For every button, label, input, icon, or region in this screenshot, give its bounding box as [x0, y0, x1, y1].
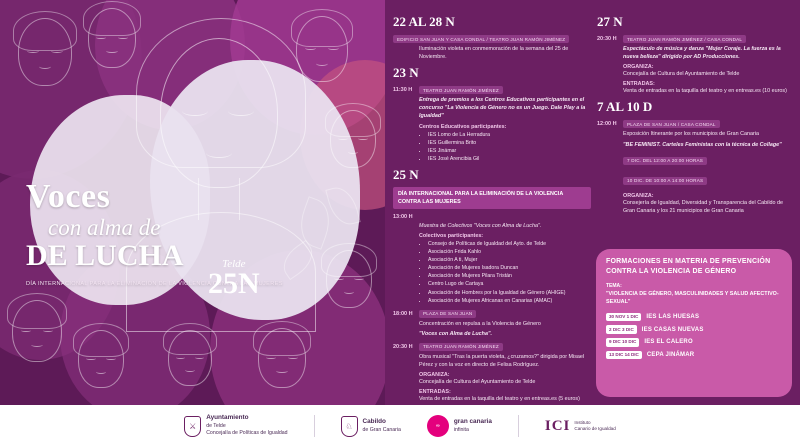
eye-shape: [43, 329, 54, 333]
title-line-2: con alma de: [48, 215, 161, 240]
session-centre: IES EL CALERO: [644, 339, 693, 346]
mouth-shape: [276, 368, 287, 373]
event-timerow: [393, 214, 591, 220]
day-block-7-10d: [597, 99, 793, 214]
training-title: FORMACIONES EN MATERIA DE PREVENCIÓN CONTRA LA VIOLENCIA DE GÉNERO: [606, 258, 771, 276]
logo-text: [454, 418, 492, 434]
training-panel: [596, 249, 792, 397]
event-time: 12:00 H: [597, 121, 617, 128]
eye-shape: [195, 356, 204, 359]
logo-line-1: gran canaria: [453, 417, 492, 425]
session-centre: IES CASAS NUEVAS: [641, 326, 704, 333]
artwork-panel: [0, 0, 385, 405]
hair-shape: [325, 103, 381, 137]
face-illustration: [78, 330, 124, 388]
face-illustration: [18, 18, 72, 86]
day-title: 23 N: [393, 65, 419, 81]
list-item: • Asociación Frida Kahlo: [428, 248, 591, 256]
event-timerow: [393, 35, 591, 43]
logo-text: [574, 420, 615, 432]
event-venue: PLAZA DE SAN JUAN / CASA CONDAL: [623, 120, 720, 128]
day-banner: DÍA INTERNACIONAL PARA LA ELIMINACIÓN DE LA VIOLENCIA CONTRA LAS MUJERES: [393, 187, 591, 209]
programme-column-left: [393, 14, 591, 407]
day-block-23n: [393, 65, 591, 163]
list-item: • IES Lomo de La Herradura: [428, 131, 591, 139]
eye-shape: [288, 356, 298, 359]
session-centre: IES LAS HUESAS: [646, 313, 700, 320]
event-venue: TEATRO JUAN RAMÓN JIMÉNEZ: [419, 343, 503, 351]
logo-line-2: de Telde: [206, 423, 226, 430]
collectives-list: [419, 240, 591, 305]
event-timerow: [393, 310, 591, 318]
entradas-label: ENTRADAS:: [623, 81, 655, 88]
event-line: Entrega de premios a los Centros Educativos participantes en el concurso "La Violencia de Género no es un Juego. Dale Play a la Igualdad": [419, 97, 586, 120]
logo-line-1: Ayuntamiento: [206, 414, 249, 422]
event-details: [623, 45, 793, 95]
hair-shape: [13, 11, 77, 51]
event-timerow: [393, 343, 591, 351]
list-item: • Asociación de Mujeres Pilara Tristán: [428, 272, 591, 280]
training-session: [606, 313, 782, 322]
eye-shape: [354, 277, 364, 280]
logo-cabildo-gran-canaria: [341, 416, 401, 437]
event-line: "Voces con Alma de Lucha".: [419, 330, 493, 337]
organiza-value: Consejería de Igualdad, Diversidad y Transparencia del Cabildo de Gran Canaria y los 21 municipios de Gran Canaria: [623, 199, 784, 214]
hair-shape: [73, 323, 129, 357]
event-time: 13:00 H: [393, 214, 413, 221]
day-block-22-28n: [393, 14, 591, 61]
entradas-value: Venta de entradas en la taquilla del teatro y en entreas.es (5 euros): [419, 396, 580, 403]
participants-list: [419, 131, 591, 163]
eye-shape: [27, 49, 38, 53]
logo-divider: [518, 415, 519, 437]
event-details: [419, 320, 591, 338]
face-illustration: [168, 330, 212, 386]
footer-logos: [0, 405, 800, 447]
event-venue: EDIFICIO SAN JUAN Y CASA CONDAL / TEATRO JUAN RAMÓN JIMÉNEZ: [393, 35, 569, 43]
eye-shape: [21, 329, 32, 333]
session-dates: 9 DIC 10 DIC: [606, 338, 639, 347]
mouth-shape: [206, 148, 232, 158]
event-time: 11:30 H: [393, 87, 413, 94]
eye-shape: [266, 356, 276, 359]
training-topic: "VIOLENCIA DE GÉNERO, MASCULINIDADES Y SALUD AFECTIVO-SEXUAL": [606, 291, 779, 306]
ici-wordmark: ICI: [544, 417, 571, 434]
list-item: • Consejo de Políticas de Igualdad del Ayto. de Telde: [428, 240, 591, 248]
event-time: 18:00 H: [393, 310, 413, 317]
eye-shape: [176, 356, 185, 359]
event-venue: PLAZA DE SAN JUAN: [419, 310, 476, 318]
event-timerow: [597, 35, 793, 43]
session-dates: 2 DIC 3 DIC: [606, 325, 637, 334]
mouth-shape: [185, 368, 195, 372]
event-line: Obra musical "Tras la puerta violeta, ¿cruzamos?" dirigida por Misael Pérez y con la voz en directo de Felisa Rodríguez.: [419, 353, 585, 368]
mouth-shape: [348, 149, 359, 153]
list-item: • IES Jinámar: [428, 147, 591, 155]
eye-shape: [96, 36, 106, 39]
mouth-shape: [106, 48, 117, 53]
badge-place: Telde: [222, 258, 246, 270]
logo-line-3: Concejalía de Políticas de Igualdad: [206, 430, 288, 437]
cabildo-shield-icon: ♘: [341, 416, 358, 437]
list-item: • Asociación de Mujeres Africanas en Canarias (AMAC): [428, 297, 591, 305]
title-line-1: Voces: [26, 178, 111, 215]
logo-gran-canaria-infinita: [427, 415, 492, 437]
event-line: Espectáculo de música y danza "Mujer Coraje. La fuerza es la nueva belleza" dirigido por AD Producciones.: [623, 46, 781, 61]
day-block-27n: [597, 14, 793, 95]
poster-subtitle: DÍA INTERNACIONAL PARA LA ELIMINACIÓN DE LA VIOLENCIA CONTRA LAS MUJERES: [26, 281, 283, 288]
organiza-label: ORGANIZA:: [623, 64, 654, 71]
day-title: 7 AL 10 D: [597, 99, 653, 115]
event-details: [419, 222, 591, 305]
day-block-25n: [393, 167, 591, 403]
mouth-shape: [31, 342, 43, 347]
face-illustration: [326, 250, 372, 308]
event-time: 20:30 H: [597, 36, 617, 42]
eye-shape: [51, 49, 62, 53]
hair-shape: [321, 243, 377, 277]
event-line: Iluminación violeta en conmemoración de la semana del 25 de Noviembre.: [419, 46, 569, 61]
event-line: Exposición Itinerante por los municipios de Gran Canaria: [623, 131, 760, 138]
organiza-label: ORGANIZA:: [623, 192, 654, 199]
eye-shape: [358, 137, 368, 140]
event-line: Concentración en repulsa a la Violencia de Género: [419, 320, 541, 327]
hair-shape: [7, 293, 67, 329]
badge-25n: [208, 258, 260, 299]
title-line-3: DE LUCHA: [26, 239, 184, 273]
event-timerow: [597, 120, 793, 128]
face-illustration: [12, 300, 62, 362]
event-line: Muestra de Colectivos "Voces con Alma de Lucha".: [419, 223, 542, 230]
head-shape: [160, 38, 278, 188]
event-venue: TEATRO JUAN RAMÓN JIMÉNEZ / CASA CONDAL: [623, 35, 746, 43]
list-item: • Asociación de Hombres por la Igualdad de Género (AHIGE): [428, 289, 591, 297]
programme-column-right: [597, 14, 793, 219]
logo-line-3: Canario de Igualdad: [574, 426, 616, 431]
event-sublabel: Centros Educativos participantes:: [419, 123, 507, 130]
event-details: [419, 353, 591, 403]
logo-ayuntamiento-telde: [184, 414, 287, 438]
face-illustration: [258, 328, 306, 388]
training-session: [606, 351, 782, 360]
exhibition-date: 7 DIC. DEL 12:00 A 20:00 HORAS: [623, 157, 707, 165]
list-item: • IES José Arencibia Gil: [428, 155, 591, 163]
event-sublabel: Colectivos participantes:: [419, 233, 484, 240]
day-title: 25 N: [393, 166, 419, 182]
logo-line-2: de Gran Canaria: [362, 426, 401, 433]
event-time: 20:30 H: [393, 343, 413, 350]
organiza-label: ORGANIZA:: [419, 372, 450, 379]
list-item: • IES Guillermina Brito: [428, 139, 591, 147]
mouth-shape: [344, 289, 355, 293]
logo-text: [363, 418, 401, 434]
eye-shape: [328, 46, 339, 50]
face-illustration: [330, 110, 376, 168]
exhibition-date: 10 DIC. DE 10:00 A 14:00 HORAS: [623, 177, 707, 185]
event-details: [623, 130, 793, 214]
event-details: [419, 96, 591, 163]
eye-shape: [338, 137, 348, 140]
training-session: [606, 325, 782, 334]
list-item: • Asociación de Mujeres Isadora Duncan: [428, 264, 591, 272]
training-tag: TEMA:: [606, 283, 622, 290]
mouth-shape: [39, 64, 51, 69]
event-venue: TEATRO JUAN RAMÓN JIMÉNEZ: [419, 86, 503, 94]
logo-text: [206, 414, 287, 438]
event-line: "BE FEMINIST. Carteles Feministas con la técnica de Collage": [623, 141, 782, 148]
organiza-value: Concejalía de Cultura del Ayuntamiento de Telde: [623, 71, 740, 78]
logo-instituto-canario-igualdad: [545, 418, 616, 435]
day-title: 22 AL 28 N: [393, 14, 455, 29]
session-dates: 13 DIC 14 DIC: [606, 351, 642, 360]
poster-title: [26, 180, 326, 290]
eye-shape: [86, 357, 96, 360]
eye-shape: [182, 106, 208, 116]
training-session: [606, 338, 782, 347]
eye-shape: [334, 277, 344, 280]
entradas-label: ENTRADAS:: [419, 389, 451, 396]
session-centre: CEPA JINÁMAR: [646, 352, 695, 359]
badge-number: 25N: [208, 267, 260, 300]
list-item: • Centro Lugo de Cartaya: [428, 280, 591, 288]
day-title: 27 N: [597, 14, 623, 29]
logo-line-1: Cabildo: [362, 417, 386, 425]
coat-of-arms-icon: ⚔: [184, 416, 201, 437]
list-item: • Asociación A ti, Mujer: [428, 256, 591, 264]
session-dates: 30 NOV 1 DIC: [606, 313, 641, 322]
event-details: [419, 45, 591, 61]
eye-shape: [106, 357, 116, 360]
entradas-value: Venta de entradas en la taquilla del teatro y en entreas.es (10 euros): [623, 88, 787, 95]
event-timerow: [393, 86, 591, 94]
eye-shape: [228, 106, 254, 116]
organiza-value: Concejalía de Cultura del Ayuntamiento de Telde: [419, 379, 536, 386]
logo-line-2: infinita: [453, 426, 469, 433]
logo-divider: [314, 415, 315, 437]
logo-line-2: Instituto: [574, 419, 591, 425]
mouth-shape: [96, 369, 107, 373]
infinity-icon: ∞: [427, 415, 449, 437]
programme-panel: [385, 0, 800, 405]
